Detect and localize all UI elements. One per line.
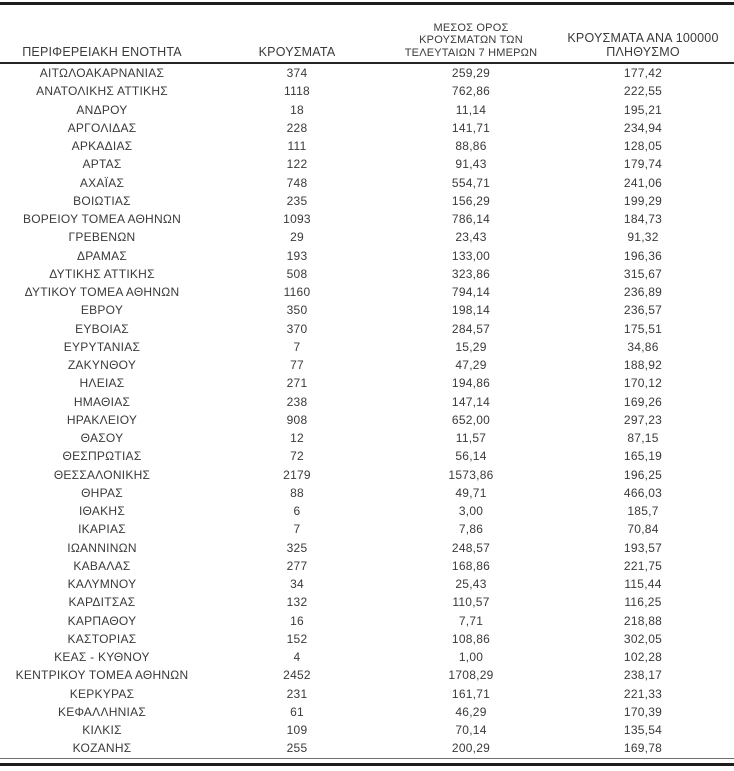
avg7-value: 70,14 <box>455 723 487 737</box>
table-row <box>0 63 734 82</box>
cases-value: 277 <box>286 558 308 573</box>
cases-value: 271 <box>286 376 308 391</box>
avg7-value: 147,14 <box>451 394 491 409</box>
table-row <box>0 393 734 411</box>
region-name: ΖΑΚΥΝΘΟΥ <box>67 358 137 372</box>
avg7-value: 49,71 <box>455 485 487 500</box>
cases-value: 370 <box>286 321 308 336</box>
per100k-value: 170,39 <box>623 704 663 719</box>
per100k-value: 175,51 <box>623 321 663 336</box>
table-row <box>0 137 734 155</box>
header-row <box>0 5 734 63</box>
cases-value: 7 <box>293 522 301 537</box>
per100k-value: 135,54 <box>623 723 663 737</box>
table-row <box>0 593 734 611</box>
per100k-value: 87,15 <box>627 431 659 445</box>
cases-value: 508 <box>286 266 308 281</box>
per100k-value: 34,86 <box>627 339 659 354</box>
cases-value: 61 <box>290 704 304 719</box>
per100k-value: 302,05 <box>623 631 663 646</box>
region-name: ΕΥΡΥΤΑΝΙΑΣ <box>63 339 141 354</box>
avg7-value: 652,00 <box>451 412 491 427</box>
per100k-value: 184,73 <box>623 212 663 226</box>
cases-value: 152 <box>286 631 308 646</box>
table-row <box>0 447 734 465</box>
cases-value: 255 <box>286 741 308 756</box>
region-name: ΓΡΕΒΕΝΩΝ <box>68 230 136 245</box>
table-row <box>0 739 734 758</box>
avg7-value: 11,14 <box>455 102 487 117</box>
table-row <box>0 557 734 575</box>
per100k-value: 165,19 <box>623 449 663 464</box>
avg7-value: 786,14 <box>451 212 491 226</box>
table-bottom-border <box>0 763 734 766</box>
table-row <box>0 338 734 356</box>
region-name: ΗΜΑΘΙΑΣ <box>73 394 131 409</box>
per100k-value: 70,84 <box>627 522 659 537</box>
per100k-value: 236,57 <box>623 303 663 318</box>
cases-value: 1160 <box>283 285 311 299</box>
per100k-value: 222,55 <box>623 84 663 99</box>
cases-value: 238 <box>286 394 308 409</box>
table-row <box>0 466 734 484</box>
avg7-value: 248,57 <box>451 540 491 555</box>
table-row <box>0 411 734 429</box>
region-name: ΗΛΕΙΑΣ <box>79 376 125 391</box>
table-row <box>0 301 734 319</box>
avg7-value: 88,86 <box>455 139 487 153</box>
region-name: ΑΡΚΑΔΙΑΣ <box>71 139 133 153</box>
table-row <box>0 721 734 739</box>
region-name: ΙΚΑΡΙΑΣ <box>78 522 126 537</box>
region-name: ΔΥΤΙΚΗΣ ΑΤΤΙΚΗΣ <box>49 266 155 281</box>
table-row <box>0 174 734 192</box>
table-row <box>0 119 734 137</box>
region-name: ΘΕΣΠΡΩΤΙΑΣ <box>62 449 142 464</box>
avg7-value: 323,86 <box>451 266 491 281</box>
per100k-value: 177,42 <box>623 66 663 80</box>
avg7-value: 110,57 <box>452 595 490 610</box>
per100k-value: 297,23 <box>623 412 663 427</box>
region-name: ΑΙΤΩΛΟΑΚΑΡΝΑΝΙΑΣ <box>39 66 165 80</box>
per100k-value: 238,17 <box>623 668 663 683</box>
per100k-value: 199,29 <box>623 193 663 208</box>
region-name: ΚΕΡΚΥΡΑΣ <box>69 686 135 701</box>
table-row <box>0 155 734 173</box>
per100k-value: 185,7 <box>627 504 659 518</box>
avg7-value: 200,29 <box>451 741 491 756</box>
per100k-value: 169,26 <box>623 394 663 409</box>
avg7-value: 794,14 <box>451 285 491 299</box>
cases-value: 88 <box>290 485 304 500</box>
cases-value: 1118 <box>284 84 310 99</box>
table-row <box>0 320 734 338</box>
per100k-value: 169,78 <box>623 741 663 756</box>
region-name: ΚΕΑΣ - ΚΥΘΝΟΥ <box>54 650 150 664</box>
table-row <box>0 356 734 374</box>
cases-value: 111 <box>287 139 307 153</box>
avg7-value: 11,57 <box>455 431 487 445</box>
avg7-value: 554,71 <box>451 175 491 190</box>
region-name: ΒΟΙΩΤΙΑΣ <box>73 193 131 208</box>
per100k-value: 196,36 <box>623 248 663 263</box>
region-name: ΘΕΣΣΑΛΟΝΙΚΗΣ <box>53 467 151 482</box>
per100k-value: 195,21 <box>623 102 663 117</box>
region-name: ΕΥΒΟΙΑΣ <box>75 321 129 336</box>
avg7-value: 47,29 <box>455 358 487 372</box>
table-row <box>0 429 734 447</box>
table-row <box>0 101 734 119</box>
region-name: ΑΝΑΤΟΛΙΚΗΣ ΑΤΤΙΚΗΣ <box>36 84 168 99</box>
avg7-value: 15,29 <box>455 339 487 354</box>
avg7-value: 3,00 <box>458 504 484 518</box>
cases-value: 72 <box>290 449 304 464</box>
header-avg7: ΜΕΣΟΣ ΟΡΟΣ ΚΡΟΥΣΜΑΤΩΝ ΤΩΝ ΤΕΛΕΥΤΑΙΩΝ 7 ΗΜΕΡΩΝ <box>390 5 552 63</box>
header-region: ΠΕΡΙΦΕΡΕΙΑΚΗ ΕΝΟΤΗΤΑ <box>0 5 204 63</box>
avg7-value: 259,29 <box>451 66 491 80</box>
region-name: ΒΟΡΕΙΟΥ ΤΟΜΕΑ ΑΘΗΝΩΝ <box>22 212 182 226</box>
avg7-value: 25,43 <box>455 577 487 591</box>
table-row <box>0 520 734 538</box>
cases-value: 132 <box>286 595 308 610</box>
avg7-value: 284,57 <box>451 321 491 336</box>
region-name: ΑΧΑΪΑΣ <box>79 175 125 190</box>
per100k-value: 234,94 <box>623 120 663 135</box>
region-name: ΑΝΔΡΟΥ <box>76 102 128 117</box>
region-name: ΚΑΡΔΙΤΣΑΣ <box>68 595 136 610</box>
table-row <box>0 630 734 648</box>
avg7-value: 1,00 <box>458 650 484 664</box>
table-row <box>0 228 734 246</box>
table-row <box>0 666 734 684</box>
per100k-value: 170,12 <box>623 376 663 391</box>
region-name: ΔΡΑΜΑΣ <box>76 248 128 263</box>
cases-value: 748 <box>286 175 308 190</box>
avg7-value: 7,86 <box>458 522 484 537</box>
table-row <box>0 283 734 301</box>
header-cases: ΚΡΟΥΣΜΑΤΑ <box>204 5 390 63</box>
cases-value: 7 <box>293 339 301 354</box>
cases-value: 16 <box>290 613 304 628</box>
per100k-value: 128,05 <box>623 139 663 153</box>
cases-value: 235 <box>286 193 308 208</box>
per100k-value: 188,92 <box>623 358 663 372</box>
region-name: ΙΘΑΚΗΣ <box>78 504 126 518</box>
cases-value: 228 <box>286 120 308 135</box>
cases-value: 6 <box>293 504 301 518</box>
table-row <box>0 612 734 630</box>
table-row <box>0 648 734 666</box>
cases-value: 77 <box>290 358 304 372</box>
table-row <box>0 502 734 520</box>
cases-value: 231 <box>286 686 308 701</box>
avg7-value: 133,00 <box>451 248 491 263</box>
table-row <box>0 265 734 283</box>
avg7-value: 168,86 <box>451 558 491 573</box>
per100k-value: 466,03 <box>623 485 663 500</box>
avg7-value: 198,14 <box>451 303 491 318</box>
region-name: ΘΗΡΑΣ <box>81 485 123 500</box>
avg7-value: 56,14 <box>455 449 487 464</box>
cases-value: 193 <box>286 248 308 263</box>
cases-value: 2179 <box>283 467 311 482</box>
per100k-value: 218,88 <box>623 613 663 628</box>
table-row <box>0 210 734 228</box>
avg7-value: 141,71 <box>451 120 491 135</box>
table-row <box>0 539 734 557</box>
cases-value: 18 <box>290 102 304 117</box>
table-row <box>0 575 734 593</box>
avg7-value: 161,71 <box>451 686 491 701</box>
region-name: ΗΡΑΚΛΕΙΟΥ <box>66 412 138 427</box>
avg7-value: 23,43 <box>455 230 487 245</box>
table-row <box>0 192 734 210</box>
per100k-value: 102,28 <box>623 650 663 664</box>
region-name: ΑΡΤΑΣ <box>82 157 122 172</box>
region-name: ΚΕΝΤΡΙΚΟΥ ΤΟΜΕΑ ΑΘΗΝΩΝ <box>15 668 189 683</box>
avg7-value: 91,43 <box>455 157 487 172</box>
avg7-value: 1708,29 <box>448 668 494 683</box>
table-header <box>0 5 734 63</box>
region-name: ΚΑΛΥΜΝΟΥ <box>67 577 137 591</box>
region-name: ΘΑΣΟΥ <box>80 431 124 445</box>
avg7-value: 1573,86 <box>448 467 494 482</box>
per100k-value: 196,25 <box>623 467 663 482</box>
region-name: ΚΟΖΑΝΗΣ <box>72 741 132 756</box>
cases-value: 325 <box>286 540 308 555</box>
region-name: ΕΒΡΟΥ <box>80 303 124 318</box>
region-name: ΑΡΓΟΛΙΔΑΣ <box>67 120 137 135</box>
region-name: ΚΕΦΑΛΛΗΝΙΑΣ <box>57 704 147 719</box>
cases-value: 908 <box>286 412 308 427</box>
avg7-value: 46,29 <box>455 704 487 719</box>
table-row <box>0 685 734 703</box>
cases-value: 122 <box>286 157 308 172</box>
avg7-value: 156,29 <box>451 193 491 208</box>
region-name: ΔΥΤΙΚΟΥ ΤΟΜΕΑ ΑΘΗΝΩΝ <box>24 285 180 299</box>
table-row <box>0 374 734 392</box>
regional-cases-table <box>0 5 734 759</box>
avg7-value: 7,71 <box>458 613 484 628</box>
table-body <box>0 63 734 758</box>
per100k-value: 115,44 <box>624 577 662 591</box>
per100k-value: 193,57 <box>623 540 663 555</box>
per100k-value: 116,25 <box>624 595 662 610</box>
cases-value: 12 <box>290 431 304 445</box>
region-name: ΚΙΛΚΙΣ <box>82 723 122 737</box>
region-name: ΚΑΒΑΛΑΣ <box>73 558 131 573</box>
cases-value: 2452 <box>283 668 311 683</box>
per100k-value: 221,75 <box>623 558 663 573</box>
cases-value: 109 <box>286 723 308 737</box>
cases-value: 374 <box>286 66 308 80</box>
cases-value: 350 <box>286 303 308 318</box>
region-name: ΙΩΑΝΝΙΝΩΝ <box>67 540 137 555</box>
header-per100k: ΚΡΟΥΣΜΑΤΑ ΑΝΑ 100000 ΠΛΗΘΥΣΜΟ <box>552 5 734 63</box>
table-row <box>0 82 734 100</box>
table-row <box>0 247 734 265</box>
table-row <box>0 703 734 721</box>
per100k-value: 91,32 <box>627 230 659 245</box>
cases-value: 34 <box>290 577 304 591</box>
avg7-value: 762,86 <box>451 84 491 99</box>
cases-value: 1093 <box>283 212 311 226</box>
per100k-value: 241,06 <box>623 175 663 190</box>
per100k-value: 236,89 <box>623 285 663 299</box>
per100k-value: 179,74 <box>623 157 663 172</box>
region-name: ΚΑΡΠΑΘΟΥ <box>67 613 137 628</box>
per100k-value: 221,33 <box>623 686 663 701</box>
avg7-value: 108,86 <box>451 631 491 646</box>
per100k-value: 315,67 <box>623 266 663 281</box>
region-name: ΚΑΣΤΟΡΙΑΣ <box>67 631 137 646</box>
table-row <box>0 484 734 502</box>
cases-value: 4 <box>293 650 301 664</box>
avg7-value: 194,86 <box>451 376 491 391</box>
cases-value: 29 <box>290 230 304 245</box>
